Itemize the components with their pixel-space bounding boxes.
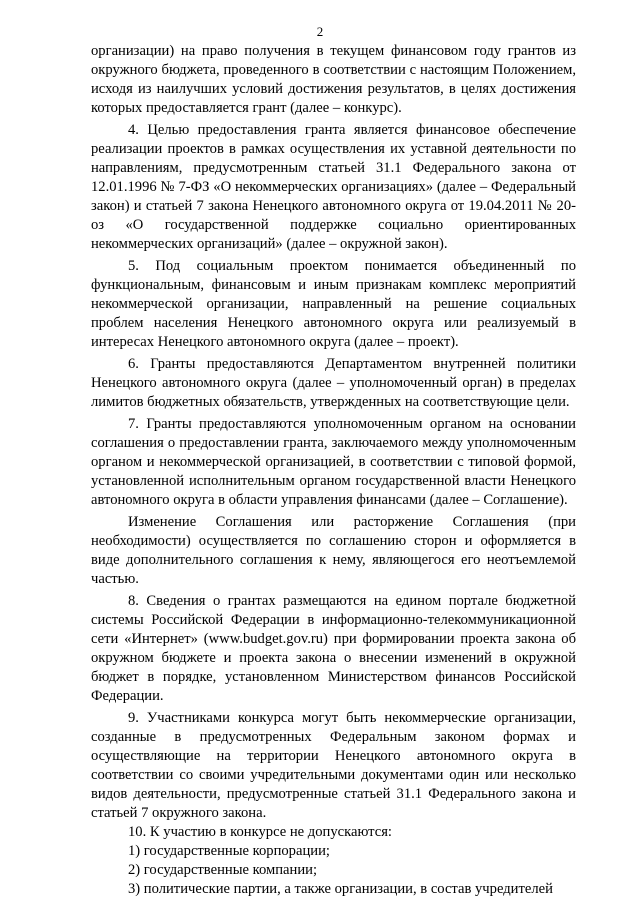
list-item-1: 1) государственные корпорации; bbox=[128, 843, 330, 859]
paragraph-5: 5. Под социальным проектом понимается объединенный по функциональным, финансовым и иным признакам комплекс мероприятий некоммерческой организации, направленный на решение социальных проблем населения Ненецкого автономного округа или реализуемый в интересах Ненецкого автономного округа (далее – проект). bbox=[91, 258, 576, 350]
paragraph-9: 9. Участниками конкурса могут быть некоммерческие организации, созданные в предусмотренных Федеральным законом формах и осуществляющие на территории Ненецкого автономного округа в соответствии со своими учредительными документами один или несколько видов деятельности, предусмотренные статьей 31.1 Федерального закона и статьей 7 окружного закона. bbox=[91, 710, 576, 821]
paragraph-continuation: организации) на право получения в текущем финансовом году грантов из окружного бюджета, проведенного в соответствии с настоящим Положением, исходя из наилучших условий достижения результатов, в целях достижения которых предоставляется грант (далее – конкурс). bbox=[91, 43, 576, 116]
page-number: 2 bbox=[316, 24, 324, 39]
paragraph-8: 8. Сведения о грантах размещаются на едином портале бюджетной системы Российской Федерации в информационно-телекоммуникационной сети «Интернет» (www.budget.gov.ru) при формировании проекта закона об окружном бюджете и проекта закона о внесении изменений в окружной бюджет в порядке, установленном Министерством финансов Российской Федерации. bbox=[91, 593, 576, 704]
paragraph-7-amendment: Изменение Соглашения или расторжение Соглашения (при необходимости) осуществляется по соглашению сторон и оформляется в виде дополнительного соглашения к нему, являющегося его неотъемлемой частью. bbox=[91, 514, 576, 587]
paragraph-6: 6. Гранты предоставляются Департаментом внутренней политики Ненецкого автономного округа (далее – уполномоченный орган) в пределах лимитов бюджетных обязательств, утвержденных на соответствующие цели. bbox=[91, 356, 576, 410]
paragraph-4: 4. Целью предоставления гранта является финансовое обеспечение реализации проектов в рамках осуществления их уставной деятельности по направлениям, предусмотренным статьей 31.1 Федерального закона от 12.01.1996 № 7-ФЗ «О некоммерческих организациях» (далее – Федеральный закон) и статьей 7 закона Ненецкого автономного округа от 19.04.2011 № 20-оз «О государственной поддержке социально ориентированных некоммерческих организаций» (далее – окружной закон). bbox=[91, 122, 576, 252]
list-item-3: 3) политические партии, а также организации, в состав учредителей bbox=[128, 881, 553, 897]
paragraph-10: 10. К участию в конкурсе не допускаются: bbox=[128, 824, 392, 840]
list-item-2: 2) государственные компании; bbox=[128, 862, 318, 878]
paragraph-7: 7. Гранты предоставляются уполномоченным органом на основании соглашения о предоставлении гранта, заключаемого между уполномоченным органом и некоммерческой организацией, в соответствии с типовой формой, установленной исполнительным органом государственной власти Ненецкого автономного округа в области управления финансами (далее – Соглашение). bbox=[91, 416, 576, 508]
document-body bbox=[91, 42, 576, 899]
